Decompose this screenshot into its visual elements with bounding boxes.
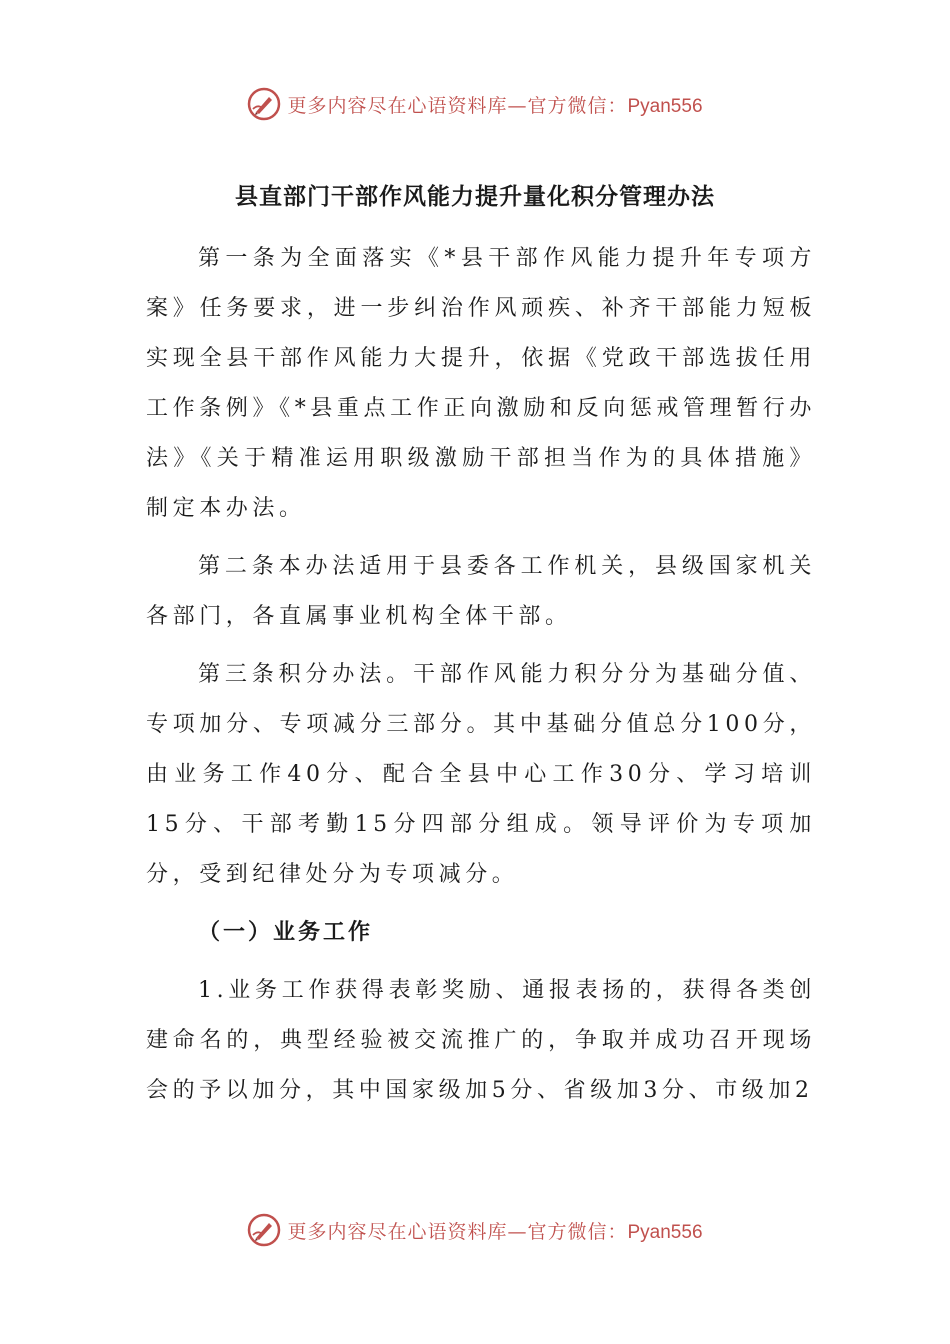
article-2-paragraph: 第二条本办法适用于县委各工作机关，县级国家机关各部门，各直属事业机构全体干部。 [146,554,816,629]
section-heading-business-work: （一）业务工作 [198,920,374,945]
article-3-paragraph: 第三条积分办法。干部作风能力积分分为基础分值、专项加分、专项减分三部分。其中基础分值总分100分，由业务工作40分、配合全县中心工作30分、学习培训15分、干部考勤15分四部分组成。领导评价为专项加分，受到纪律处分为专项减分。 [146,662,816,887]
pen-logo-icon [247,87,281,121]
article-1-paragraph: 第一条为全面落实《*县干部作风能力提升年专项方案》任务要求，进一步纠治作风顽疾、补齐干部能力短板实现全县干部作风能力大提升，依据《党政干部选拔任用工作条例》《*县重点工作正向激励和反向惩戒管理暂行办法》《关于精准运用职级激励干部担当作为的具体措施》制定本办法。 [146,246,816,521]
watermark-text: 更多内容尽在心语资料库—官方微信：Pyan556 [287,1220,703,1243]
document-body [146,234,816,1124]
watermark-text: 更多内容尽在心语资料库—官方微信：Pyan556 [287,94,703,117]
pen-logo-icon [247,1213,281,1247]
item-1-paragraph: 1.业务工作获得表彰奖励、通报表扬的，获得各类创建命名的，典型经验被交流推广的，争取并成功召开现场会的予以加分，其中国家级加5分、省级加3分、市级加2 [146,978,816,1103]
header-watermark [0,84,950,124]
document-title: 县直部门干部作风能力提升量化积分管理办法 [235,184,715,210]
footer-watermark [0,1210,950,1250]
